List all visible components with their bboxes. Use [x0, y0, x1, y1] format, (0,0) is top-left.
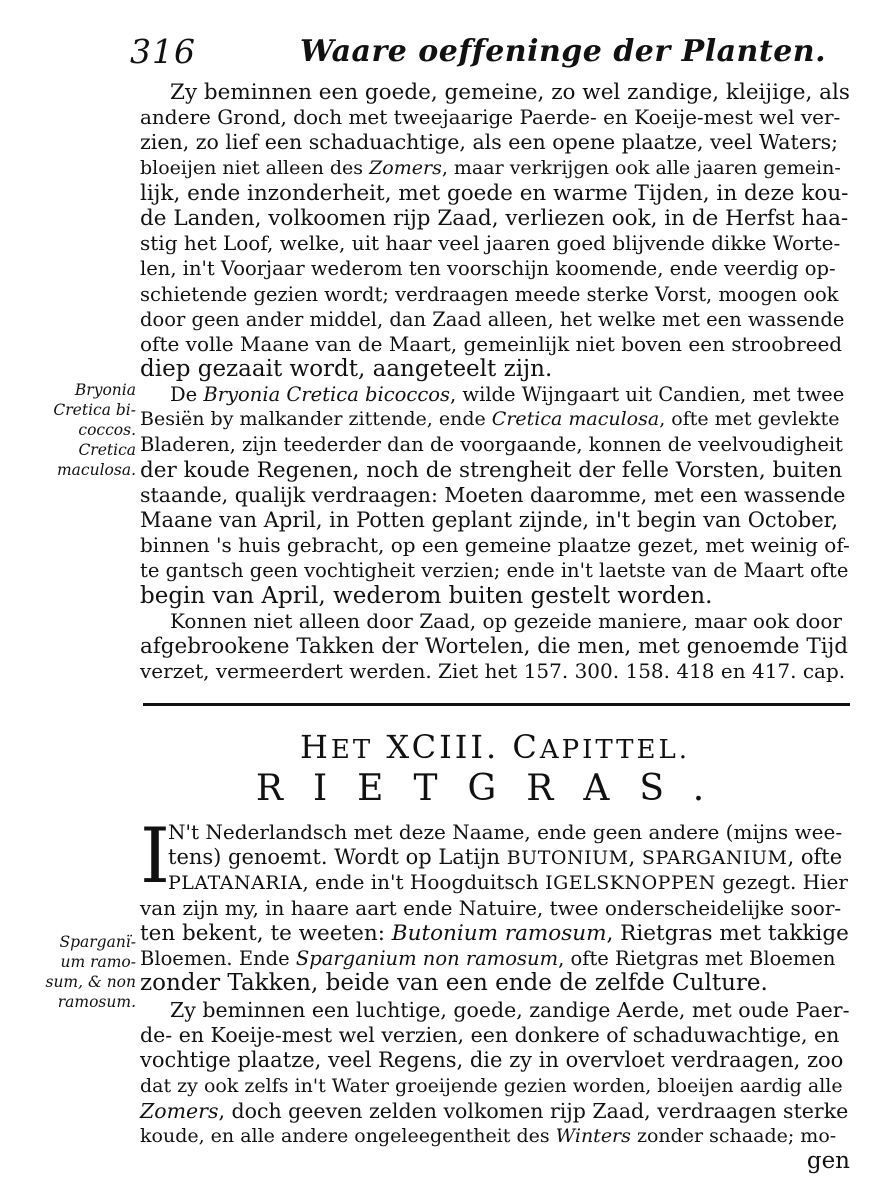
text-run: koude, en alle andere ongeleegentheit des	[140, 1124, 550, 1147]
text-run: , wilde Wijngaart uit Candien, met twee	[450, 383, 845, 406]
italic-term: Cretica maculosa	[491, 408, 660, 431]
text-line	[140, 921, 850, 946]
german-name: IGELSKNOPPEN	[545, 872, 716, 895]
margin-line: Cretica	[78, 441, 136, 459]
text-run: gezegt. Hier	[722, 870, 848, 895]
italic-term: Bryonia Cretica bicoccos	[203, 383, 450, 406]
latin-name: SPARGANIUM	[641, 847, 788, 870]
text-line	[140, 156, 850, 181]
paragraph-cultivation	[140, 80, 850, 382]
margin-line: Cretica bi-	[53, 401, 136, 419]
text-line: diep gezaait wordt, aangeteelt zijn.	[140, 356, 553, 383]
italic-term: Winters	[555, 1124, 631, 1147]
text-run: , doch geeven zelden volkomen rijp Zaad, verdraagen sterke	[218, 1098, 849, 1123]
running-title: Waare oeffeninge der Planten.	[300, 34, 827, 69]
paragraph-bryonia	[140, 382, 850, 609]
margin-note-sparganium	[20, 932, 136, 1012]
text-run: Bloemen. Ende	[140, 946, 290, 970]
margin-line: Sparganï-	[59, 933, 136, 951]
text-run: zonder schaade; mo-	[636, 1124, 837, 1147]
paragraph-names	[140, 811, 850, 997]
text-run: Besiën by malkander zittende, ende	[140, 408, 486, 431]
text-run: , ofte	[787, 845, 843, 870]
text-line: andere Grond, doch met tweejaarige Paerde- en Koeije-mest wel ver-	[140, 105, 841, 130]
text-line: vochtige plaatze, veel Regens, die zy in overvloet verdraagen, zoo	[140, 1048, 844, 1073]
latin-name: PLATANARIA	[168, 872, 303, 895]
text-line: afgebrookene Takken der Wortelen, die men, met genoemde Tijd	[140, 634, 848, 660]
text-run: , ofte Rietgras met Bloemen	[558, 946, 836, 970]
text-line: begin van April, wederom buiten gestelt worden.	[140, 582, 713, 609]
section-divider	[143, 703, 850, 706]
catchword: gen	[806, 1148, 850, 1175]
text-run: tens) genoemt. Wordt op Latijn	[168, 845, 501, 870]
text-run: ,	[628, 845, 636, 870]
text-line: der koude Regenen, noch de strengheit der felle Vorsten, buiten	[140, 457, 843, 483]
text-line: binnen 's huis gebracht, op een gemeine plaatze gezet, met weinig of-	[140, 533, 850, 558]
text-line: Konnen niet alleen door Zaad, op gezeide maniere, maar ook door	[170, 609, 842, 633]
text-line: de Landen, volkoomen rijp Zaad, verliezen ook, in de Herfst haa-	[140, 205, 849, 231]
heading-text: ET	[330, 735, 374, 765]
chapter-heading	[140, 728, 850, 766]
text-line: zien, zo lief een schaduachtige, als een opene plaatze, veel Waters;	[140, 130, 839, 155]
text-line: te gantsch geen vochtigheit verzien; ende in't laetste van de Maart ofte	[140, 559, 849, 583]
text-line: de- en Koeije-mest wel verzien, een donkere of schaduwachtige, en	[140, 1023, 840, 1048]
text-line: Maane van April, in Potten geplant zijnde, in't begin van October,	[140, 507, 839, 532]
text-line	[140, 1124, 850, 1149]
text-line	[140, 382, 850, 407]
text-line: Bladeren, zijn teederder dan de voorgaande, konnen de veelvoudigheit	[140, 433, 843, 457]
text-line	[140, 407, 850, 432]
margin-note-bryonia	[20, 380, 136, 480]
text-line: van zijn my, in haare aart ende Natuire, twee onderscheidelijke soor-	[140, 895, 842, 920]
text-line	[140, 845, 850, 870]
heading-text: APITTEL.	[539, 735, 691, 765]
margin-line: coccos.	[78, 421, 136, 439]
margin-line: um ramo-	[60, 953, 136, 971]
text-line: lijk, ende inzonderheit, met goede en warme Tijden, in deze kou-	[140, 180, 849, 206]
text-line	[140, 870, 850, 895]
text-line: door geen ander middel, dan Zaad alleen, het welke met een wassende	[140, 307, 845, 331]
text-line: schietende gezien wordt; verdraagen meede sterke Vorst, moogen ook	[140, 282, 839, 306]
text-line: dat zy ook zelfs in't Water groeijende gezien worden, bloeijen aardig alle	[140, 1074, 843, 1097]
text-run: ten bekent, te weeten:	[140, 920, 385, 946]
latin-name: BUTONIUM	[506, 847, 629, 870]
text-line: N't Nederlandsch met deze Naame, ende geen andere (mijns wee-	[168, 820, 843, 844]
drop-cap: I	[140, 811, 171, 900]
italic-term: Zomers	[369, 156, 442, 179]
text-line: len, in't Voorjaar wederom ten voorschijn koomende, ende veerdig op-	[140, 257, 836, 281]
chapter-number: XCIII.	[386, 728, 500, 766]
text-line: Zy beminnen een luchtige, goede, zandige Aerde, met oude Paer-	[170, 998, 850, 1022]
text-line: staande, qualijk verdraagen: Moeten daaromme, met een wassende	[140, 482, 846, 507]
text-line: verzet, vermeerdert werden. Ziet het 157. 300. 158. 418 en 417. cap.	[140, 659, 846, 684]
italic-term: Zomers	[140, 1098, 219, 1123]
text-run: , Rietgras met takkige	[606, 920, 849, 946]
text-run: , ende in't Hoogduitsch	[302, 870, 539, 895]
text-line: stig het Loof, welke, uit haar veel jaaren goed blijvende dikke Worte-	[140, 231, 841, 256]
paragraph-propagation	[140, 609, 850, 685]
text-run: , maar verkrijgen ook alle jaaren gemein-	[441, 156, 841, 179]
text-run: bloeijen niet alleen des	[140, 156, 364, 179]
paragraph-rietgras-culture	[140, 998, 850, 1174]
italic-term: Butonium ramosum	[391, 920, 607, 946]
chapter-title: RIETGRAS.	[255, 768, 735, 809]
italic-term: Sparganium non ramosum	[295, 946, 559, 970]
margin-line: sum, & non	[45, 973, 136, 991]
page-number: 316	[130, 32, 196, 71]
text-line: Zy beminnen een goede, gemeine, zo wel zandige, kleijige, als	[170, 80, 850, 105]
margin-line: maculosa.	[56, 461, 136, 479]
text-line	[140, 946, 850, 971]
text-run: , ofte met gevlekte	[659, 408, 840, 431]
text-run: De	[170, 383, 198, 406]
margin-line: Bryonia	[74, 381, 136, 399]
text-line	[140, 1099, 850, 1124]
margin-line: ramosum.	[57, 993, 136, 1011]
text-line: zonder Takken, beide van een ende de zelfde Culture.	[140, 970, 768, 997]
running-head	[130, 32, 850, 72]
text-line: ofte volle Maane van de Maart, gemeinlijk niet boven een stroobreed	[140, 331, 843, 356]
heading-text: C	[512, 728, 540, 766]
heading-text: H	[299, 728, 331, 766]
